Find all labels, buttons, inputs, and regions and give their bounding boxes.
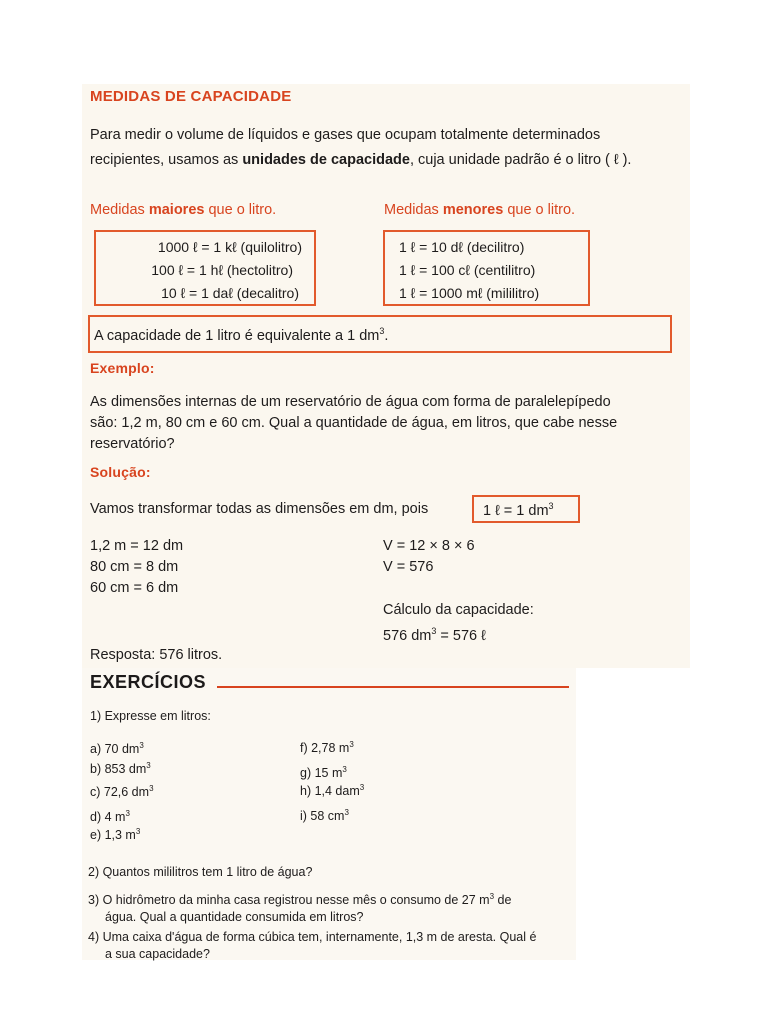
- title-underline: [217, 686, 569, 688]
- smaller-units-box: [383, 230, 590, 306]
- exercise-item: b) 853 $dm^3$: [90, 761, 151, 777]
- equivalence-box: [88, 315, 672, 353]
- conversion-line: 60 cm = 6 dm: [90, 580, 179, 596]
- solution-label: Solução:: [90, 464, 151, 480]
- exercise-item: h) 1,4 dam$^3$: [300, 783, 365, 799]
- exercise-item: c) 72,6 $dm^3$: [90, 784, 154, 800]
- capacity-result: 576 $dm^3 = 576$ ℓ: [383, 626, 486, 644]
- larger-row: 10 ℓ = 1 daℓ (decalitro): [161, 285, 299, 301]
- question-4-line-2: a sua capacidade?: [105, 947, 210, 961]
- smaller-row: 1 ℓ = 10 dℓ (decilitro): [399, 239, 525, 255]
- smaller-heading: Medidas menores que o litro.: [384, 202, 576, 218]
- example-line: As dimensões internas de um reservatório de água com forma de paralelepípedo: [90, 394, 611, 410]
- intro-line-2: recipientes, usamos as unidades de capacidade, cuja unidade padrão é o litro ( ℓ ).: [90, 152, 632, 168]
- exercise-item: i) 58 $cm^3$: [300, 808, 349, 824]
- example-label: Exemplo:: [90, 360, 155, 376]
- smaller-row: 1 ℓ = 100 cℓ (centilitro): [399, 262, 536, 278]
- example-line: são: 1,2 m, 80 cm e 60 cm. Qual a quantidade de água, em litros, que cabe nesse: [90, 415, 618, 431]
- boxed-equation-text: 1 ℓ = 1 $dm^3$: [483, 501, 554, 519]
- solution-boxed-equation: [472, 495, 580, 523]
- section-title: MEDIDAS DE CAPACIDADE: [90, 88, 292, 105]
- question-4-line-1: 4) Uma caixa d'água de forma cúbica tem, internamente, 1,3 m de aresta. Qual é: [88, 930, 537, 944]
- question-3-line-2: água. Qual a quantidade consumida em litros?: [105, 910, 364, 924]
- intro-line-1: Para medir o volume de líquidos e gases que ocupam totalmente determinados: [90, 127, 601, 143]
- exercise-item: g) 15 $m^3$: [300, 765, 347, 781]
- larger-row: 100 ℓ = 1 hℓ (hectolitro): [151, 262, 293, 278]
- larger-units-box: [94, 230, 316, 306]
- volume-line: V = 12 × 8 × 6: [383, 538, 475, 554]
- solution-intro: Vamos transformar todas as dimensões em dm, pois: [90, 501, 429, 517]
- smaller-row: 1 ℓ = 1000 mℓ (mililitro): [399, 285, 540, 301]
- larger-heading: Medidas maiores que o litro.: [90, 202, 277, 218]
- conversion-line: 80 cm = 8 dm: [90, 559, 179, 575]
- question-2: 2) Quantos mililitros tem 1 litro de água?: [88, 865, 313, 879]
- exercise-item: d) 4 $m^3$: [90, 809, 130, 825]
- exercises-title: EXERCÍCIOS: [90, 672, 207, 692]
- exercise-item: a) 70 $dm^3$: [90, 741, 144, 757]
- volume-line: V = 576: [383, 559, 434, 575]
- example-line: reservatório?: [90, 436, 175, 452]
- larger-row: 1000 ℓ = 1 kℓ (quilolitro): [157, 239, 302, 255]
- equivalence-text: A capacidade de 1 litro é equivalente a 1 $dm^3$.: [94, 326, 389, 344]
- exercise-item: e) 1,3 $m^3$: [90, 827, 141, 843]
- question-3-line-1: 3) O hidrômetro da minha casa registrou nesse mês o consumo de 27 $m^3$ de: [88, 892, 512, 908]
- capacity-label: Cálculo da capacidade:: [383, 602, 534, 618]
- exercise-item: f) 2,78 $m^3$: [300, 740, 354, 756]
- conversion-line: 1,2 m = 12 dm: [90, 538, 184, 554]
- question-1: 1) Expresse em litros:: [90, 709, 211, 723]
- answer: Resposta: 576 litros.: [90, 647, 223, 663]
